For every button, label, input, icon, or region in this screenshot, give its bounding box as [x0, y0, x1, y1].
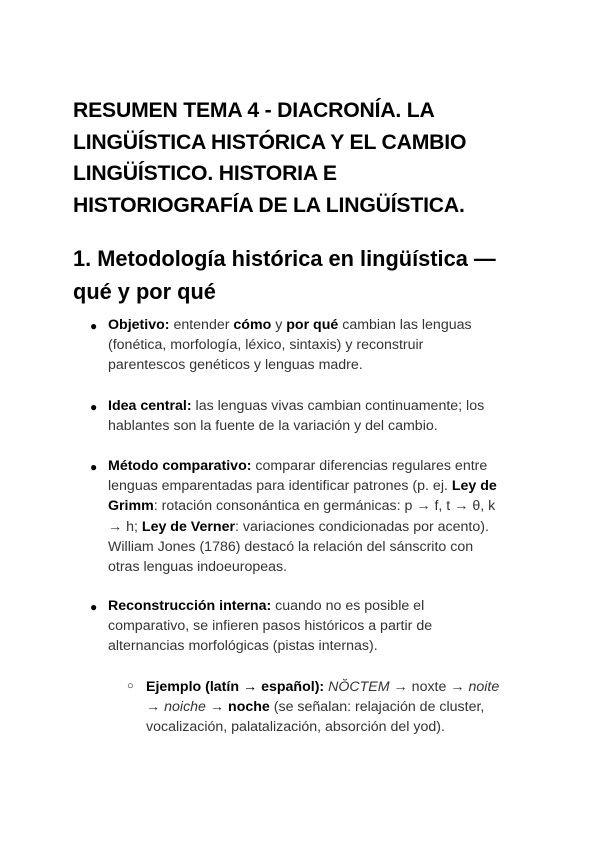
objetivo-line: (fonética, morfología, léxico, sintaxis) y reconstruir: [108, 337, 424, 354]
metodo-text: : variaciones condicionadas por acento).: [234, 518, 489, 535]
objetivo-bold-porque: por qué: [286, 317, 339, 333]
ejemplo-italic: noiche: [164, 699, 206, 716]
reconstruccion-label: Reconstrucción interna:: [108, 598, 272, 614]
list-item-metodo-comparativo: [108, 456, 528, 577]
ley-grimm-bold: Ley de: [451, 478, 497, 495]
bullet-dot: ●: [90, 319, 98, 333]
metodo-text: → h;: [108, 518, 138, 535]
title-line: RESUMEN TEMA 4 - DIACRONÍA. LA: [73, 99, 435, 122]
title-line: HISTORIOGRAFÍA DE LA LINGÜÍSTICA.: [73, 193, 465, 217]
metodo-line: William Jones (1786) destacó la relación del sánscrito con: [108, 538, 474, 555]
metodo-text: lenguas emparentadas para identificar patrones (p. ej.: [108, 478, 448, 495]
heading-line: 1. Metodología histórica en lingüística —: [73, 246, 496, 271]
list-item-idea-central: [108, 396, 528, 436]
list-item-objetivo: [108, 315, 528, 376]
reconstruccion-line: alternancias morfológicas (pistas internas).: [108, 638, 378, 655]
ejemplo-text: (se señalan: relajación de cluster,: [273, 699, 485, 716]
document-title: [73, 95, 543, 221]
ejemplo-text: → noxte →: [393, 679, 465, 695]
ejemplo-text: →: [146, 699, 161, 716]
reconstruccion-line: comparativo, se infieren pasos históricos a partir de: [108, 618, 433, 635]
sub-bullet-circle: ○: [127, 680, 134, 692]
bullet-dot: ●: [90, 600, 98, 614]
objetivo-line: parentescos genéticos y lenguas madre.: [108, 357, 363, 374]
heading-line: qué y por qué: [73, 278, 216, 304]
ejemplo-italic: NŎCTEM: [328, 679, 390, 695]
idea-text: las lenguas vivas cambian continuamente; los: [195, 398, 485, 414]
objetivo-text: entender: [173, 317, 230, 333]
ejemplo-bold: noche: [228, 699, 270, 716]
section-heading: [73, 243, 543, 308]
ejemplo-line: vocalización, palatalización, absorción del yod).: [146, 719, 445, 736]
bullet-dot: ●: [90, 460, 98, 474]
objetivo-text: y: [275, 317, 283, 333]
title-line: LINGÜÍSTICO. HISTORIA E: [73, 162, 337, 185]
ejemplo-text: →: [209, 699, 225, 716]
objetivo-text: cambian las lenguas: [342, 317, 472, 333]
objetivo-bold-como: cómo: [233, 317, 272, 333]
objetivo-label: Objetivo:: [108, 317, 170, 333]
ley-verner-bold: Ley de Verner: [141, 518, 235, 535]
metodo-line: otras lenguas indoeuropeas.: [108, 559, 288, 576]
reconstruccion-text: cuando no es posible el: [275, 598, 425, 614]
ejemplo-label: Ejemplo (latín → español):: [146, 679, 325, 695]
title-line: LINGÜÍSTICA HISTÓRICA Y EL CAMBIO: [73, 130, 467, 154]
bullet-dot: ●: [90, 400, 98, 414]
list-item-ejemplo: [146, 677, 536, 738]
list-item-reconstruccion-interna: [108, 596, 528, 657]
idea-line: hablantes son la fuente de la variación y del cambio.: [108, 418, 438, 435]
ley-grimm-bold: Grimm: [108, 498, 154, 515]
metodo-text: comparar diferencias regulares entre: [255, 458, 488, 474]
metodo-label: Método comparativo:: [108, 458, 252, 474]
metodo-text: : rotación consonántica en germánicas: p → f, t → θ, k: [153, 498, 496, 515]
idea-label: Idea central:: [108, 398, 192, 414]
ejemplo-italic: noite: [468, 679, 500, 695]
